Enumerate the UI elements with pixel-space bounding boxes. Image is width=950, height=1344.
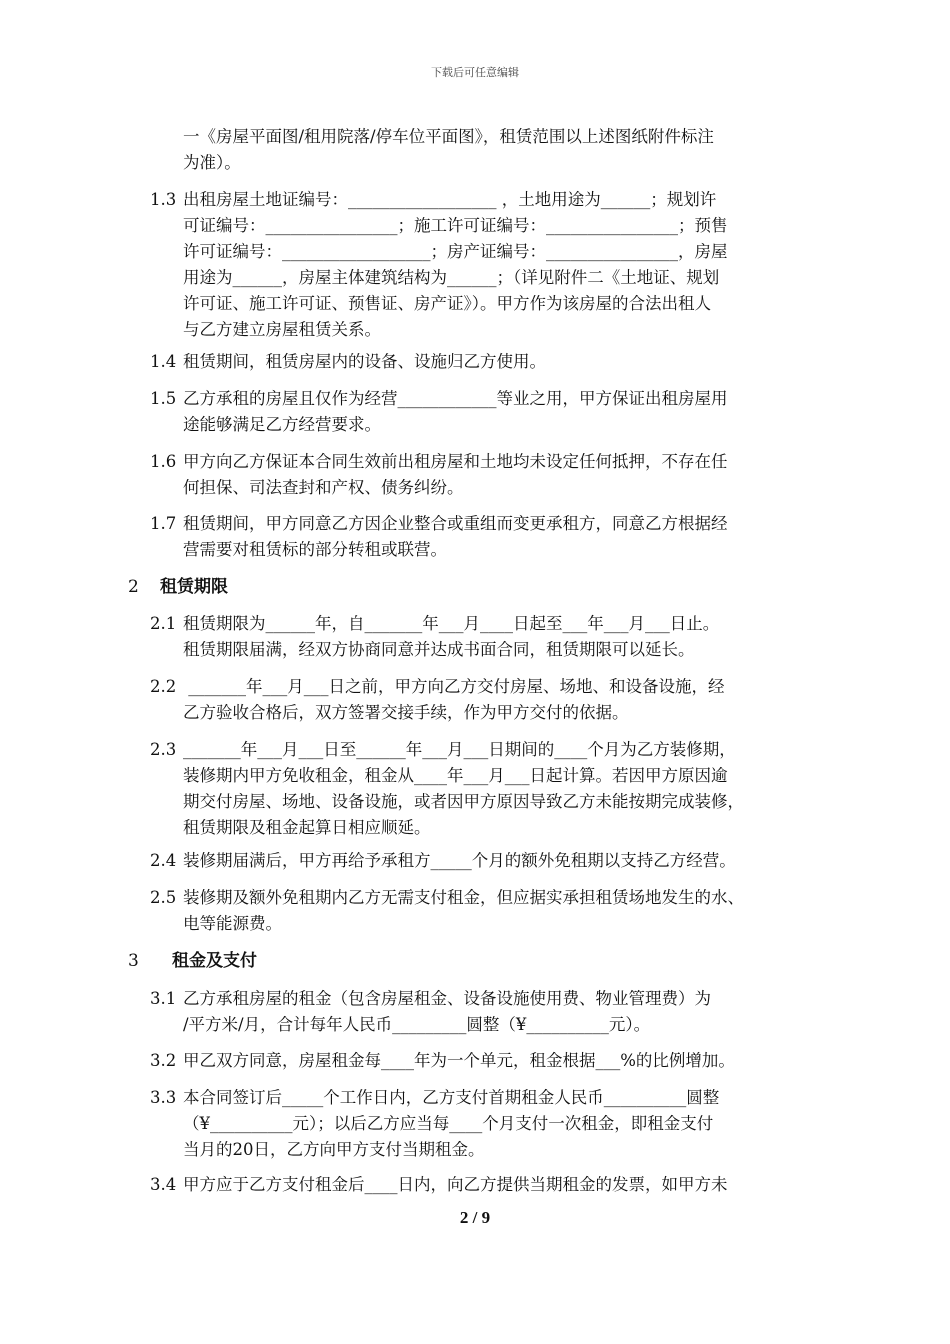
clause-2-5	[150, 885, 830, 937]
text-line: 乙方承租的房屋且仅作为经营____________等业之用，甲方保证出租房屋用	[183, 389, 728, 408]
text-line: 乙方验收合格后，双方签署交接手续，作为甲方交付的依据。	[183, 703, 629, 722]
clause-2-1	[150, 611, 830, 663]
text-line: 一《房屋平面图/租用院落/停车位平面图》，租赁范围以上述图纸附件标注	[183, 127, 714, 146]
clause-number: 3.1	[150, 989, 177, 1008]
clause-1-5	[150, 386, 830, 438]
section-number: 2	[128, 577, 139, 597]
text-line: 甲方应于乙方支付租金后____日内，向乙方提供当期租金的发票，如甲方未	[183, 1175, 728, 1194]
text-line: 为准）。	[183, 153, 241, 172]
clause-number: 1.3	[150, 190, 177, 209]
text-line: 租赁期限届满，经双方协商同意并达成书面合同，租赁期限可以延长。	[183, 640, 695, 659]
text-line: 租赁期限为______年，自_______年___月____日起至___年___月___日止。	[183, 614, 720, 633]
text-line: 用途为______，房屋主体建筑结构为______；（详见附件二《土地证、规划	[183, 268, 720, 287]
text-line: /平方米/月，合计每年人民币_________圆整（¥__________元）。	[183, 1015, 651, 1034]
text-line: 期交付房屋、场地、设备设施，或者因甲方原因导致乙方未能按期完成装修，	[183, 792, 744, 811]
text-line: 何担保、司法查封和产权、债务纠纷。	[183, 478, 464, 497]
text-line: 租赁期间，甲方同意乙方因企业整合或重组而变更承租方，同意乙方根据经	[183, 514, 728, 533]
clause-3-2	[150, 1048, 830, 1074]
text-line: 许可证编号：__________________；房产证编号：________________，房屋	[183, 242, 728, 261]
text-line: （¥__________元）；以后乙方应当每____个月支付一次租金，即租金支付	[183, 1114, 714, 1133]
text-line: 与乙方建立房屋租赁关系。	[183, 320, 381, 339]
text-line: 出租房屋土地证编号：__________________ ，土地用途为______；规划许	[183, 190, 717, 209]
text-line: 可证编号：________________；施工许可证编号：________________；预售	[183, 216, 728, 235]
text-line: 途能够满足乙方经营要求。	[183, 415, 381, 434]
text-line: 租赁期限及租金起算日相应顺延。	[183, 818, 431, 837]
clause-number: 3.4	[150, 1175, 177, 1194]
clause-number: 2.3	[150, 740, 177, 759]
text-line: 租赁期间，租赁房屋内的设备、设施归乙方使用。	[183, 352, 546, 371]
paragraph-cont	[150, 124, 830, 176]
section-heading-3	[128, 948, 257, 974]
clause-number: 1.4	[150, 352, 177, 371]
text-line: _______年___月___日之前，甲方向乙方交付房屋、场地、和设备设施，经	[183, 677, 725, 696]
clause-3-1	[150, 986, 830, 1038]
text-line: 当月的20日，乙方向甲方支付当期租金。	[183, 1140, 485, 1159]
clause-number: 2.1	[150, 614, 177, 633]
clause-number: 2.2	[150, 677, 177, 696]
text-line: 装修期内甲方免收租金，租金从____年___月___日起计算。若因甲方原因逾	[183, 766, 728, 785]
clause-2-3	[150, 737, 830, 841]
clause-1-4	[150, 349, 830, 375]
clause-3-3	[150, 1085, 830, 1163]
clause-1-7	[150, 511, 830, 563]
clause-1-3	[150, 187, 830, 343]
text-line: 装修期及额外免租期内乙方无需支付租金，但应据实承担租赁场地发生的水、	[183, 888, 744, 907]
clause-number: 1.5	[150, 389, 177, 408]
clause-number: 2.5	[150, 888, 177, 907]
page-header: 下载后可任意编辑	[431, 66, 519, 79]
text-line: 许可证、施工许可证、预售证、房产证》）。甲方作为该房屋的合法出租人	[183, 294, 711, 313]
clause-2-2	[150, 674, 830, 726]
clause-number: 2.4	[150, 851, 177, 870]
clause-1-6	[150, 449, 830, 501]
text-line: _______年___月___日至______年___月___日期间的____个月为乙方装修期，	[183, 740, 736, 759]
text-line: 甲方向乙方保证本合同生效前出租房屋和土地均未设定任何抵押，不存在任	[183, 452, 728, 471]
clause-number: 1.6	[150, 452, 177, 471]
clause-2-4	[150, 848, 830, 874]
text-line: 装修期届满后，甲方再给予承租方_____个月的额外免租期以支持乙方经营。	[183, 851, 736, 870]
section-title: 租金及支付	[172, 951, 257, 971]
section-title: 租赁期限	[160, 577, 228, 597]
clause-number: 3.3	[150, 1088, 177, 1107]
text-line: 乙方承租房屋的租金（包含房屋租金、设备设施使用费、物业管理费）为	[183, 989, 711, 1008]
section-heading-2	[128, 574, 228, 600]
text-line: 本合同签订后_____个工作日内，乙方支付首期租金人民币__________圆整	[183, 1088, 720, 1107]
text-line: 营需要对租赁标的部分转租或联营。	[183, 540, 447, 559]
text-line: 电等能源费。	[183, 914, 282, 933]
section-number: 3	[128, 951, 139, 971]
clause-number: 1.7	[150, 514, 177, 533]
clause-number: 3.2	[150, 1051, 177, 1070]
page-number: 2 / 9	[459, 1208, 491, 1227]
clause-3-4	[150, 1172, 830, 1198]
text-line: 甲乙双方同意，房屋租金每____年为一个单元，租金根据___%的比例增加。	[183, 1051, 735, 1070]
